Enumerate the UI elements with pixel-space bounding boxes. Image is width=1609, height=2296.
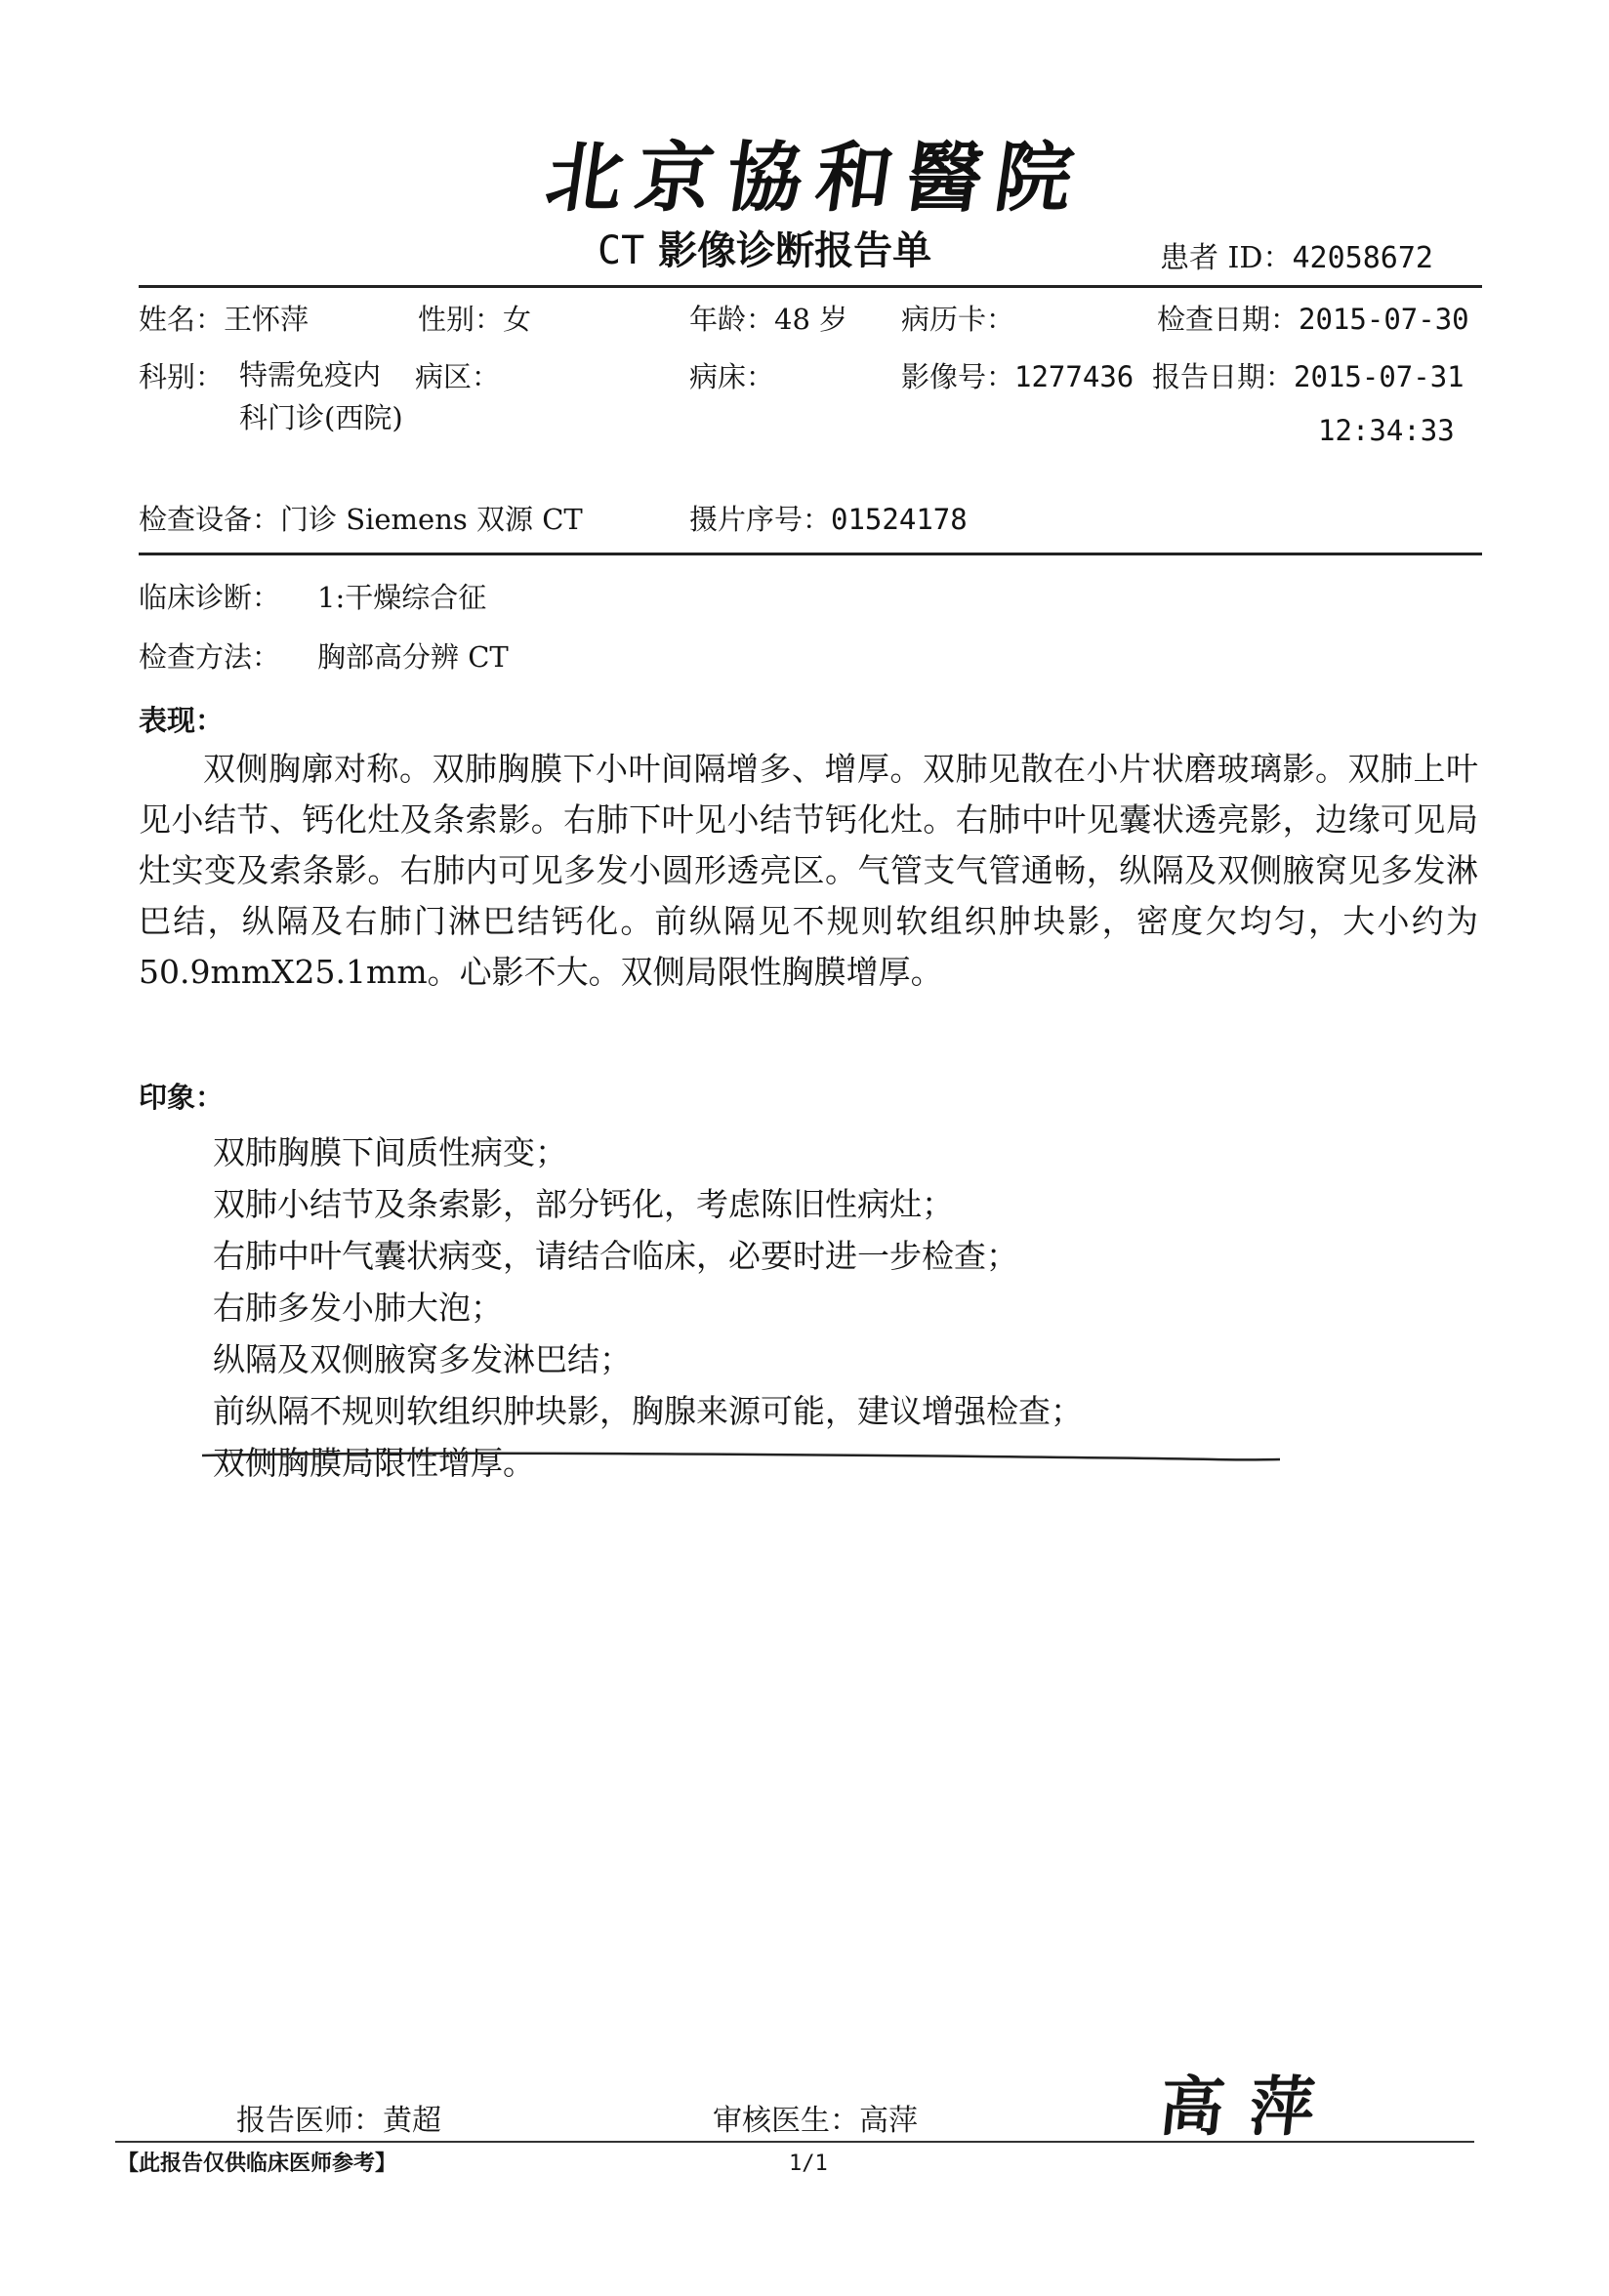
name-field bbox=[139, 300, 309, 339]
impression-item: 双肺小结节及条索影，部分钙化，考虑陈旧性病灶； bbox=[213, 1185, 954, 1223]
reviewer-field bbox=[713, 2102, 918, 2141]
ward-field bbox=[415, 357, 500, 396]
impression-label: 印象： bbox=[139, 1081, 225, 1114]
exam-date-label: 检查日期： bbox=[1157, 303, 1300, 336]
dept-label: 科别： bbox=[139, 360, 225, 393]
bed-label: 病床： bbox=[689, 360, 775, 393]
image-no-field bbox=[901, 357, 1134, 396]
age-value: 48 岁 bbox=[774, 303, 848, 336]
hospital-logo: 北京協和醫院 bbox=[540, 134, 1093, 223]
age-label: 年龄： bbox=[689, 303, 775, 336]
ward-label: 病区： bbox=[415, 360, 501, 393]
reviewer-value: 高萍 bbox=[859, 2104, 918, 2138]
bed-field bbox=[689, 357, 774, 396]
sex-field bbox=[418, 300, 531, 339]
reporter-label: 报告医师： bbox=[236, 2104, 383, 2138]
patient-id bbox=[1160, 239, 1433, 278]
dept-value: 特需免疫内科门诊(西院) bbox=[239, 358, 403, 434]
sex-value: 女 bbox=[503, 303, 532, 336]
page-number: 1/1 bbox=[789, 2152, 828, 2176]
header-bottom-rule bbox=[139, 553, 1482, 555]
film-no-value: 01524178 bbox=[831, 503, 968, 536]
age-field bbox=[689, 300, 847, 339]
impression-item: 右肺多发小肺大泡； bbox=[213, 1289, 503, 1327]
reviewer-label: 审核医生： bbox=[713, 2104, 859, 2138]
patient-id-label: 患者 ID： bbox=[1160, 241, 1293, 275]
record-field bbox=[901, 300, 1014, 339]
clinical-diagnosis-label: 临床诊断： bbox=[139, 581, 281, 614]
impression-item: 双侧胸膜局限性增厚。 bbox=[213, 1444, 535, 1482]
exam-method-value: 胸部高分辨 CT bbox=[317, 640, 509, 674]
image-no-value: 1277436 bbox=[1014, 360, 1135, 393]
reporter-value: 黄超 bbox=[383, 2104, 441, 2138]
reporter-field bbox=[236, 2102, 441, 2141]
report-time-value: 12:34:33 bbox=[1318, 414, 1455, 447]
film-no-field bbox=[689, 500, 968, 539]
image-no-label: 影像号： bbox=[901, 360, 1015, 393]
impression-item: 纵隔及双侧腋窝多发淋巴结； bbox=[213, 1340, 632, 1378]
name-label: 姓名： bbox=[139, 303, 225, 336]
report-title bbox=[598, 226, 931, 275]
exam-method-label: 检查方法： bbox=[139, 640, 281, 674]
equipment-value: 门诊 Siemens 双源 CT bbox=[280, 503, 583, 536]
film-no-label: 摄片序号： bbox=[689, 503, 832, 536]
impression-item: 右肺中叶气囊状病变，请结合临床，必要时进一步检查； bbox=[213, 1237, 1018, 1275]
report-date-value: 2015-07-31 bbox=[1294, 360, 1465, 393]
report-date-field bbox=[1152, 357, 1465, 396]
header-top-rule bbox=[139, 285, 1482, 288]
findings-label: 表现： bbox=[139, 704, 225, 737]
report-date-label: 报告日期： bbox=[1152, 360, 1295, 393]
equipment-label: 检查设备： bbox=[139, 503, 281, 536]
clinical-diagnosis-value: 1:干燥综合征 bbox=[317, 581, 487, 614]
handwritten-signature: 高萍 bbox=[1155, 2069, 1344, 2145]
handwritten-underline bbox=[200, 1448, 1284, 1467]
impression-list bbox=[213, 1127, 1384, 1489]
name-value: 王怀萍 bbox=[224, 303, 309, 336]
sex-label: 性别： bbox=[418, 303, 504, 336]
report-title-text: 影像诊断报告单 bbox=[658, 228, 932, 273]
findings-text: 双侧胸廓对称。双肺胸膜下小叶间隔增多、增厚。双肺见散在小片状磨玻璃影。双肺上叶见小结节、钙化灶及条索影。右肺下叶见小结节钙化灶。右肺中叶见囊状透亮影，边缘可见局灶实变及索条影。右肺内可见多发小圆形透亮区。气管支气管通畅，纵隔及双侧腋窝见多发淋巴结，纵隔及右肺门淋巴结钙化。前纵隔见不规则软组织肿块影，密度欠均匀，大小约为 50.9mmX25.1mm。心影不大。双侧局限性胸膜增厚。 bbox=[139, 750, 1478, 991]
exam-date-value: 2015-07-30 bbox=[1299, 303, 1469, 336]
footer-note: 【此报告仅供临床医师参考】 bbox=[117, 2152, 397, 2176]
equipment-field bbox=[139, 500, 583, 539]
impression-item: 双肺胸膜下间质性病变； bbox=[213, 1133, 567, 1171]
report-title-prefix: CT bbox=[598, 228, 645, 273]
record-label: 病历卡： bbox=[901, 303, 1015, 336]
footer-rule bbox=[115, 2141, 1474, 2143]
patient-id-value: 42058672 bbox=[1292, 241, 1433, 275]
impression-item: 前纵隔不规则软组织肿块影，胸腺来源可能，建议增强检查； bbox=[213, 1392, 1083, 1430]
exam-date-field bbox=[1157, 300, 1469, 339]
